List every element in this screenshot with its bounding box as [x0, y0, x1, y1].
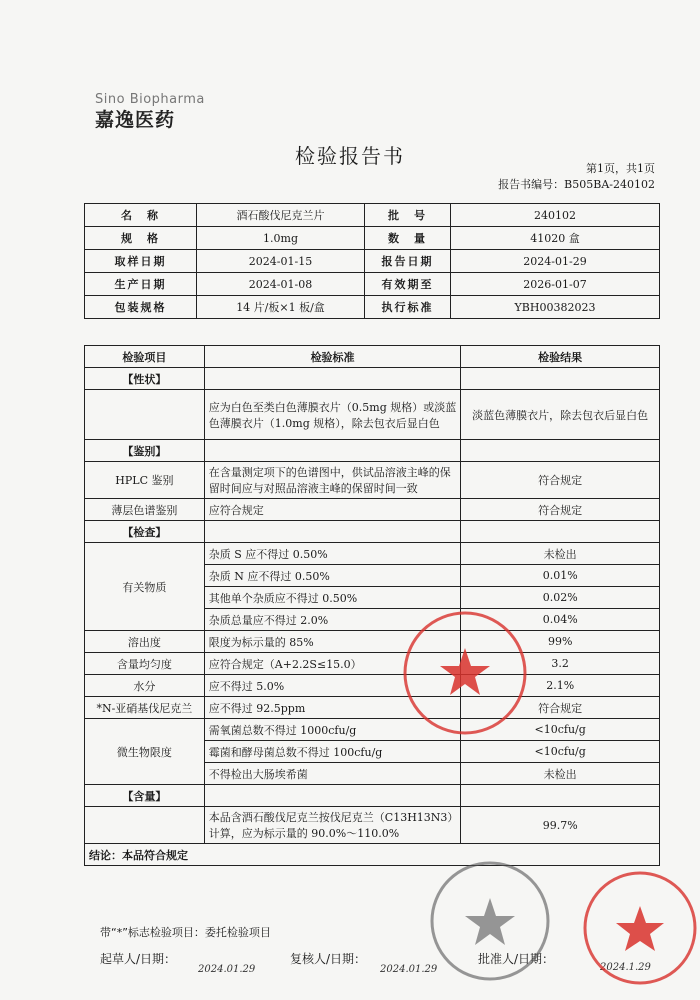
section-appearance: 【性状】	[85, 368, 205, 390]
value-quantity: 41020 盒	[451, 227, 660, 250]
label-packaging: 包装规格	[85, 296, 197, 319]
company-logo	[95, 92, 205, 132]
value-expiry: 2026-01-07	[451, 273, 660, 296]
approver-date: 2024.1.29	[600, 962, 651, 973]
item-related-substances: 有关物质	[85, 543, 205, 631]
item-hplc: HPLC 鉴别	[85, 462, 205, 499]
tlc-result: 符合规定	[461, 499, 660, 521]
table-row	[85, 273, 660, 296]
product-info-table	[84, 203, 660, 319]
uniformity-standard: 应符合规定（A+2.2S≤15.0）	[204, 653, 461, 675]
label-production-date: 生产日期	[85, 273, 197, 296]
item-water: 水分	[85, 675, 205, 697]
label-spec: 规 格	[85, 227, 197, 250]
table-row	[85, 499, 660, 521]
reviewer-date: 2024.01.29	[380, 964, 438, 975]
section-assay: 【含量】	[85, 785, 205, 807]
hplc-standard: 在含量测定项下的色谱图中，供试品溶液主峰的保留时间应与对照品溶液主峰的保留时间一致	[204, 462, 461, 499]
water-result: 2.1%	[461, 675, 660, 697]
item-dissolution: 溶出度	[85, 631, 205, 653]
table-row	[85, 368, 660, 390]
inspection-stamp-gray	[425, 856, 555, 986]
conclusion: 结论：本品符合规定	[85, 844, 660, 866]
report-number: 报告书编号：B505BA-240102	[498, 178, 655, 191]
drafter-date: 2024.01.29	[198, 964, 256, 975]
logo-chinese: 嘉逸医药	[95, 109, 176, 131]
assay-result: 99.7%	[461, 807, 660, 844]
table-row	[85, 543, 660, 565]
value-name: 酒石酸伐尼克兰片	[197, 204, 365, 227]
item-nitroso: *N-亚硝基伐尼克兰	[85, 697, 205, 719]
label-quantity: 数 量	[365, 227, 451, 250]
test-results-table	[84, 345, 660, 866]
table-row	[85, 250, 660, 273]
table-row	[85, 653, 660, 675]
related-standard: 其他单个杂质应不得过 0.50%	[204, 587, 461, 609]
table-row	[85, 521, 660, 543]
related-standard: 杂质总量应不得过 2.0%	[204, 609, 461, 631]
value-sample-date: 2024-01-15	[197, 250, 365, 273]
quality-stamp-red	[400, 608, 530, 738]
micro-standard: 不得检出大肠埃希菌	[204, 763, 461, 785]
dissolution-result: 99%	[461, 631, 660, 653]
table-row	[85, 462, 660, 499]
value-report-date: 2024-01-29	[451, 250, 660, 273]
table-row	[85, 296, 660, 319]
item-uniformity: 含量均匀度	[85, 653, 205, 675]
table-row	[85, 675, 660, 697]
nitroso-standard: 应不得过 92.5ppm	[204, 697, 461, 719]
table-row	[85, 785, 660, 807]
micro-standard: 需氧菌总数不得过 1000cfu/g	[204, 719, 461, 741]
drafter-label: 起草人/日期：	[100, 952, 177, 966]
table-row	[85, 390, 660, 440]
table-row	[85, 440, 660, 462]
uniformity-result: 3.2	[461, 653, 660, 675]
tlc-standard: 应符合规定	[204, 499, 461, 521]
value-spec: 1.0mg	[197, 227, 365, 250]
appearance-standard: 应为白色至类白色薄膜衣片（0.5mg 规格）或淡蓝色薄膜衣片（1.0mg 规格），除去包衣后显白色	[204, 390, 461, 440]
micro-result: <10cfu/g	[461, 719, 660, 741]
micro-result: <10cfu/g	[461, 741, 660, 763]
label-batch: 批 号	[365, 204, 451, 227]
table-row	[85, 719, 660, 741]
label-name: 名 称	[85, 204, 197, 227]
section-check: 【检查】	[85, 521, 205, 543]
report-title: 检验报告书	[295, 144, 405, 168]
reviewer-label: 复核人/日期：	[290, 952, 367, 966]
section-identification: 【鉴别】	[85, 440, 205, 462]
assay-standard: 本品含酒石酸伐尼克兰按伐尼克兰（C13H13N3）计算，应为标示量的 90.0%～110.0%	[204, 807, 461, 844]
item-microbial: 微生物限度	[85, 719, 205, 785]
label-standard: 执行标准	[365, 296, 451, 319]
item-tlc: 薄层色谱鉴别	[85, 499, 205, 521]
micro-standard: 霉菌和酵母菌总数不得过 100cfu/g	[204, 741, 461, 763]
micro-result: 未检出	[461, 763, 660, 785]
table-row	[85, 631, 660, 653]
table-row	[85, 227, 660, 250]
hplc-result: 符合规定	[461, 462, 660, 499]
related-result: 0.01%	[461, 565, 660, 587]
water-standard: 应不得过 5.0%	[204, 675, 461, 697]
label-report-date: 报告日期	[365, 250, 451, 273]
approver-label: 批准人/日期：	[478, 952, 555, 966]
table-row	[85, 807, 660, 844]
header-standard: 检验标准	[204, 346, 461, 368]
nitroso-result: 符合规定	[461, 697, 660, 719]
header-result: 检验结果	[461, 346, 660, 368]
page-info: 第1页，共1页	[586, 162, 655, 175]
label-sample-date: 取样日期	[85, 250, 197, 273]
related-standard: 杂质 S 应不得过 0.50%	[204, 543, 461, 565]
table-row	[85, 844, 660, 866]
quality-stamp-red-2	[580, 868, 700, 988]
appearance-result: 淡蓝色薄膜衣片，除去包衣后显白色	[461, 390, 660, 440]
dissolution-standard: 限度为标示量的 85%	[204, 631, 461, 653]
footnote: 带“*”标志检验项目：委托检验项目	[100, 926, 271, 939]
table-row	[85, 697, 660, 719]
related-standard: 杂质 N 应不得过 0.50%	[204, 565, 461, 587]
label-expiry: 有效期至	[365, 273, 451, 296]
header-item: 检验项目	[85, 346, 205, 368]
table-row	[85, 204, 660, 227]
related-result: 0.04%	[461, 609, 660, 631]
related-result: 未检出	[461, 543, 660, 565]
value-packaging: 14 片/板×1 板/盒	[197, 296, 365, 319]
value-production-date: 2024-01-08	[197, 273, 365, 296]
value-batch: 240102	[451, 204, 660, 227]
table-header-row	[85, 346, 660, 368]
related-result: 0.02%	[461, 587, 660, 609]
value-standard: YBH00382023	[451, 296, 660, 319]
logo-english: Sino Biopharma	[95, 92, 205, 107]
